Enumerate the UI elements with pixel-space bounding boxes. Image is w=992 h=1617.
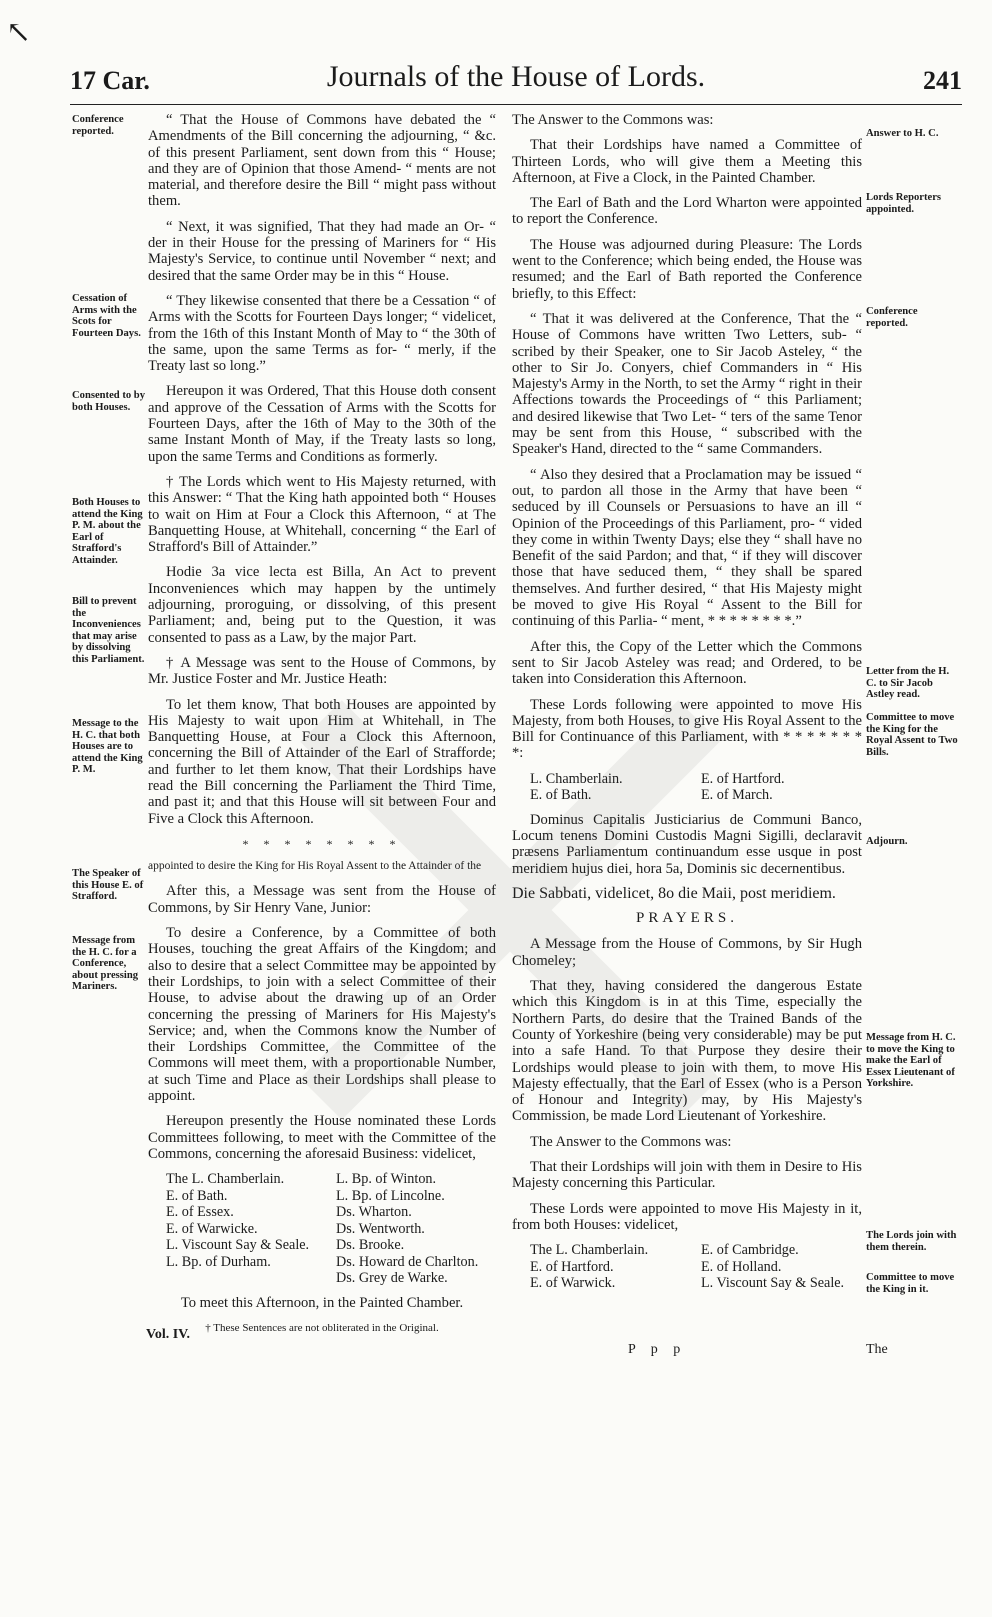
paragraph: These Lords following were appointed to move His Majesty, from both Houses, to give His Royal Assent to the Bill for Continuance of this Parliament, with * * * * * * * *:	[512, 696, 862, 762]
footnote: † These Sentences are not obliterated in the Original.	[205, 1322, 439, 1335]
committee-member: E. of Warwick.	[530, 1275, 616, 1292]
paragraph: That their Lordships have named a Committee of Thirteen Lords, who will give them a Meeting this Afternoon, at Five a Clock, in the Painted Chamber.	[512, 137, 862, 186]
committee-member	[166, 1270, 326, 1287]
committee-member: The L. Chamberlain.	[530, 1242, 649, 1259]
left-column	[148, 112, 496, 1336]
margin-note: Conference reported.	[72, 114, 124, 137]
running-header	[70, 58, 962, 105]
paragraph: The House was adjourned during Pleasure: The Lords went to the Conference; which being ended, the House was resumed; and the Earl of Bath reported the Conference briefly, to this Effect:	[512, 236, 862, 302]
paragraph: The Earl of Bath and the Lord Wharton were appointed to report the Conference.	[512, 195, 862, 228]
paragraph: † A Message was sent to the House of Commons, by Mr. Justice Foster and Mr. Justice Heath:	[148, 654, 496, 688]
signature-mark: P p p	[628, 1342, 687, 1357]
margin-note: Lords Reporters appointed.	[866, 192, 942, 215]
paragraph: Dominus Capitalis Justiciarius de Communi Banco, Locum tenens Domini Custodis Magni Sigilli, declaravit præsens Parliamentum continuandum esse usque in post meridiem hujus diei, hora 5a, Dominis sic decernentibus.	[512, 811, 862, 877]
paragraph: Hodie 3a vice lecta est Billa, An Act to prevent Inconveniences which may happen by the untimely adjourning, proroguing, or dissolving, of this present Parliament; and, being put to the Question, it was consented to pass as a Law, by the major Part.	[148, 564, 496, 646]
prayers-heading: PRAYERS.	[636, 910, 738, 927]
paragraph: That their Lordships will join with them in Desire to His Majesty concerning this Particular.	[512, 1159, 862, 1192]
volume-mark: Vol. IV.	[146, 1327, 190, 1342]
paragraph: To let them know, That both Houses are appointed by His Majesty to wait upon Him at Whitehall, in The Banquetting House, at Four a Clock this Afternoon, concerning the Bill of Attainder of the Earl of Strafforde; and further to let them know, That their Lordships have read the Bill concerning the Parliament the Third Time, and past it; and that this House will sit between Four and Five a Clock this Afternoon.	[148, 696, 496, 827]
committee-member: Ds. Wharton.	[336, 1204, 412, 1221]
margin-note: Message from the H. C. for a Conference, about pressing Mariners.	[72, 935, 139, 993]
committee-member: L. Viscount Say & Seale.	[166, 1237, 310, 1254]
committee-member: E. of Holland.	[701, 1258, 782, 1275]
committee-member: E. of March.	[701, 787, 773, 804]
paragraph: “ They likewise consented that there be a Cessation “ of Arms with the Scotts for Fourteen Days longer; “ videlicet, from the 16th of this Instant Month of May to “ the 30th of the same, upon the same Terms as for- “ merly, if the Treaty last so long.”	[148, 292, 496, 375]
committee-member: L. Bp. of Durham.	[166, 1253, 271, 1270]
header-title: Journals of the House of Lords.	[326, 60, 706, 93]
paragraph: “ That it was delivered at the Conference, That the “ House of Commons have written Two Letters, sub- “ scribed by their Speaker, one to Sir Jacob Asteley, “ the other to Sir Jo. Conyers, chief Commanders in “ His Majesty's Army in the North, to set the Army “ right in their Affections towards the Proceedings of “ this Parliament; and desired likewise that Two Let- “ ters of the same Tenor may be sent from this House, “ subscribed with the Speaker's Hand, directed to the “ same Commanders.	[512, 310, 862, 458]
margin-note: Letter from the H. C. to Sir Jacob Astley read.	[866, 666, 950, 701]
committee-list	[530, 1242, 862, 1292]
paragraph: The Answer to the Commons was:	[530, 1133, 732, 1150]
margin-note: Answer to H. C.	[866, 128, 939, 139]
paragraph: After this, a Message was sent from the House of Commons, by Sir Henry Vane, Junior:	[148, 883, 496, 916]
corner-arrow-mark: ↖	[6, 16, 32, 49]
paragraph: After this, the Copy of the Letter which the Commons sent to Sir Jacob Asteley was read; and Ordered, to be taken into Consideration this Afternoon.	[512, 638, 862, 688]
committee-member: L. Bp. of Winton.	[336, 1171, 437, 1188]
committee-member: Ds. Wentworth.	[336, 1220, 425, 1237]
margin-note: Message to the H. C. that both Houses are to attend the King P. M.	[72, 718, 143, 776]
margin-note: Consented to by both Houses.	[72, 390, 145, 413]
paragraph: The Answer to the Commons was:	[512, 112, 714, 128]
committee-member: E. of Hartford.	[530, 1258, 614, 1275]
header-regnal-year: 17 Car.	[70, 66, 150, 95]
right-column	[512, 112, 862, 1300]
margin-note: The Lords join with them therein.	[866, 1230, 957, 1253]
paragraph: To desire a Conference, by a Committee of both Houses, touching the great Affairs of the Kingdom; and also to desire that a select Committee may be appointed by their Lordships, to join with a select Committee of their House, to advise about the drawing up of an Order concerning the pressing of Mariners for His Majesty's Service; and, when the Commons know the Number of their Lordships Committee, the Committee of the Commons will meet them, with a proportionable Number, at such Time and Place as their Lordships shall please to appoint.	[148, 925, 496, 1105]
committee-member: E. of Essex.	[166, 1204, 234, 1221]
margin-note: Adjourn.	[866, 836, 908, 847]
omission-stars: * * * * * * * *	[242, 836, 402, 851]
committee-member: The L. Chamberlain.	[166, 1171, 285, 1188]
committee-list	[166, 1171, 496, 1287]
committee-member: Ds. Grey de Warke.	[336, 1270, 448, 1287]
paragraph: appointed to desire the King for His Royal Assent to the Attainder of the	[148, 860, 482, 873]
committee-list	[530, 771, 862, 804]
paragraph: That they, having considered the dangerous Estate which this Kingdom is in at this Time, especially the Northern Parts, do desire that the Trained Bands of the County of Yorkeshire (being very considerable) may be put into a safe Hand. To that Purpose they desire their Lordships would please to join with them, to move His Majesty effectually, that the Earl of Essex (who is a Person of Honour and Integrity) may, by His Majesty's Commission, be made Lord Lieutenant of Yorkeshire.	[512, 978, 862, 1125]
margin-note: Conference reported.	[866, 306, 918, 329]
margin-note: Both Houses to attend the King P. M. about the Earl of Strafford's Attainder.	[72, 497, 143, 566]
committee-member: E. of Hartford.	[701, 770, 785, 787]
paragraph: These Lords were appointed to move His Majesty in it, from both Houses: videlicet,	[512, 1200, 862, 1233]
paragraph: Hereupon it was Ordered, That this House doth consent and approve of the Cessation of Arms with the Scotts for Fourteen Days, after the 16th of May to the 30th of the same Instant Month of May, if the Treaty lasts so long, upon the same Terms and Conditions as formerly.	[148, 383, 496, 465]
committee-member: E. of Bath.	[530, 787, 592, 804]
committee-member: L. Chamberlain.	[530, 770, 623, 787]
paragraph: “ Next, it was signified, That they had made an Or- “ der in their House for the pressing of Mariners for “ His Majesty's Service, to continue until November “ next; and desired that the same Order may be in this “ House.	[148, 218, 496, 284]
paragraph: † The Lords which went to His Majesty returned, with this Answer: “ That the King hath appointed both “ Houses to wait on Him at Four a Clock this Afternoon, “ at The Banquetting House, at Whitehall, concerning “ the Earl of Strafford's Bill of Attainder.”	[148, 473, 496, 556]
paragraph: “ That the House of Commons have debated the “ Amendments of the Bill concerning the adjourning, “ &c. of this present Parliament, sent down from this “ House; and they are of Opinion that those Amend- “ ments are not material, and therefore desire the Bill “ might pass without them.	[148, 112, 496, 210]
page-number: 241	[923, 66, 962, 95]
committee-member: E. of Cambridge.	[701, 1242, 799, 1259]
committee-member: Ds. Howard de Charlton.	[336, 1253, 479, 1270]
catchword: The	[866, 1342, 888, 1357]
paragraph: Hereupon presently the House nominated these Lords Committees following, to meet with the Committee of the Commons, concerning the aforesaid Business: videlicet,	[148, 1113, 496, 1162]
committee-member: Ds. Brooke.	[336, 1237, 405, 1254]
committee-member: L. Bp. of Lincolne.	[336, 1187, 445, 1204]
margin-note: Committee to move the King in it.	[866, 1272, 955, 1295]
committee-member: E. of Warwicke.	[166, 1220, 258, 1237]
margin-note: Bill to prevent the Inconveniences that may arise by dissolving this Parliament.	[72, 596, 145, 665]
committee-member: E. of Bath.	[166, 1187, 228, 1204]
paragraph: To meet this Afternoon, in the Painted Chamber.	[180, 1294, 464, 1311]
margin-note: Message from H. C. to move the King to make the Earl of Essex Lieutenant of Yorkshire.	[866, 1032, 956, 1090]
paragraph: A Message from the House of Commons, by Sir Hugh Chomeley;	[512, 936, 862, 969]
committee-member: L. Viscount Say & Seale.	[701, 1275, 845, 1292]
session-heading: Die Sabbati, videlicet, 8o die Maii, post meridiem.	[512, 884, 836, 902]
margin-note: Committee to move the King for the Royal Assent to Two Bills.	[866, 712, 958, 758]
paragraph: “ Also they desired that a Proclamation may be issued “ out, to pardon all those in the Army that have been “ seduced by ill Counsels or Persuasions to have an ill “ Opinion of the Proceedings of this Parliament, pro- “ vided they come in within Twenty Days; else they “ shall have no Benefit of the said Pardon; and that, “ if they will discover those that have seduced them, “ they shall be spared themselves. And further desired, “ that His Majesty might be moved to give His Royal “ Assent to the Bill for continuing of this Parlia- “ ment, * * * * * * * *.”	[512, 466, 862, 630]
margin-note: Cessation of Arms with the Scots for Fourteen Days.	[72, 293, 141, 339]
margin-note: The Speaker of this House E. of Strafford.	[72, 868, 144, 903]
